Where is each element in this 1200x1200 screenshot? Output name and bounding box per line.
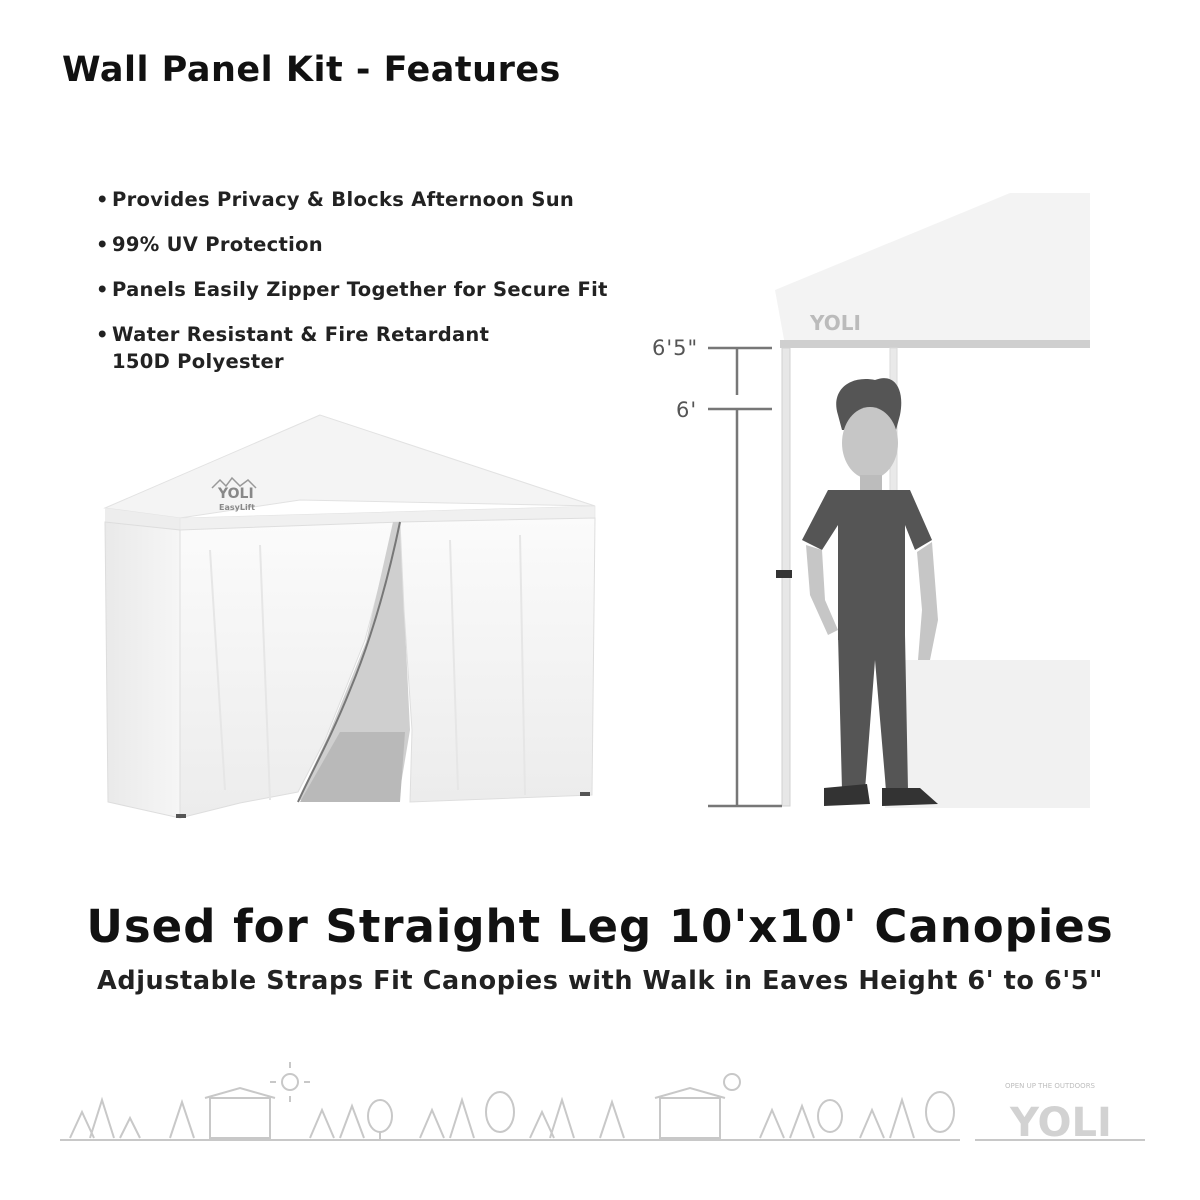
feature-item: • Provides Privacy & Blocks Afternoon Sun xyxy=(96,186,608,213)
svg-text:YOLI: YOLI xyxy=(1010,1100,1112,1146)
footer-landscape xyxy=(60,1060,1150,1150)
feature-item: • Water Resistant & Fire Retardant 150D Polyester xyxy=(96,321,608,375)
headline: Used for Straight Leg 10'x10' Canopies xyxy=(86,900,1114,953)
dimension-label-upper: 6'5" xyxy=(652,336,699,360)
svg-text:YOLI: YOLI xyxy=(810,311,861,335)
svg-text:OPEN UP THE OUTDOORS: OPEN UP THE OUTDOORS xyxy=(1005,1082,1095,1090)
tent-illustration xyxy=(100,410,620,820)
footer-brand-logo xyxy=(975,1082,1145,1146)
svg-text:YOLI: YOLI xyxy=(218,486,254,502)
subline: Adjustable Straps Fit Canopies with Walk in Eaves Height 6' to 6'5" xyxy=(97,966,1103,996)
canopy-logo-side xyxy=(809,311,861,335)
feature-item: • Panels Easily Zipper Together for Secure Fit xyxy=(96,276,608,303)
svg-text:EasyLift: EasyLift xyxy=(219,503,255,512)
page-title: Wall Panel Kit - Features xyxy=(62,50,561,90)
features-list xyxy=(96,186,608,375)
feature-item: • 99% UV Protection xyxy=(96,231,608,258)
dimension-label-lower: 6' xyxy=(676,398,698,422)
height-diagram xyxy=(700,190,1095,810)
